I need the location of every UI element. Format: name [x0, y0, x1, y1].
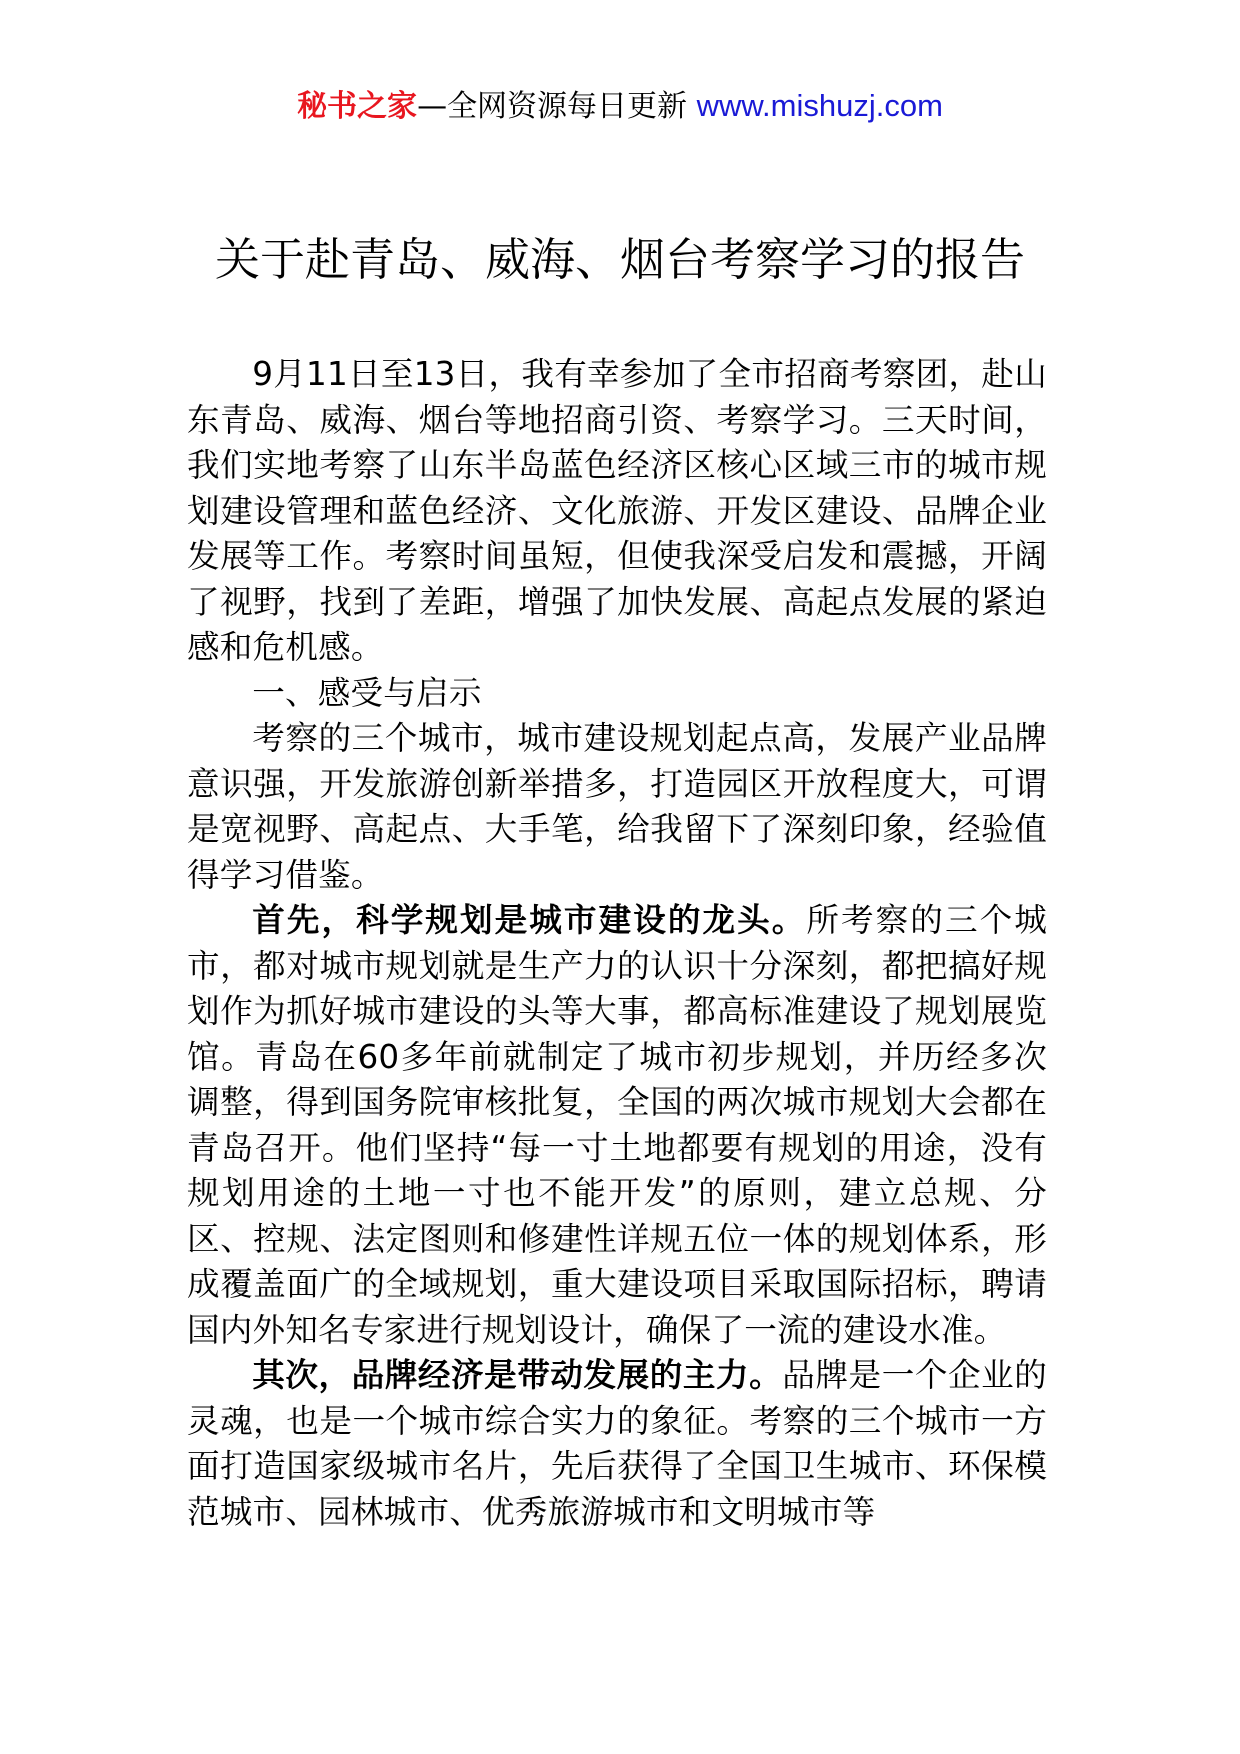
paragraph-lead: 首先，科学规划是城市建设的龙头。 — [252, 901, 807, 939]
brand-name: 秘书之家 — [297, 89, 418, 124]
header-slogan: —全网资源每日更新 — [417, 89, 688, 124]
section-heading — [187, 671, 1047, 717]
paragraph-intro — [187, 352, 1047, 671]
paragraph-text: 9月11日至13日，我有幸参加了全市招商考察团，赴山东青岛、威海、烟台等地招商引资、考察学习。三天时间，我们实地考察了山东半岛蓝色经济区核心区域三市的城市规划建设管理和蓝色经济、文化旅游、开发区建设、品牌企业发展等工作。考察时间虽短，但使我深受启发和震撼，开阔了视野，找到了差距，增强了加快发展、高起点发展的紧迫感和危机感。 — [187, 355, 1047, 666]
paragraph-lead: 其次，品牌经济是带动发展的主力。 — [252, 1356, 783, 1394]
paragraph-planning — [187, 898, 1047, 1353]
paragraph-text: 品牌是一个企业的灵魂，也是一个城市综合实力的象征。考察的三个城市一方面打造国家级城市名片，先后获得了全国卫生城市、环保模范城市、园林城市、优秀旅游城市和文明城市等 — [187, 1356, 1047, 1531]
paragraph-overview — [187, 716, 1047, 898]
paragraph-text: 所考察的三个城市，都对城市规划就是生产力的认识十分深刻，都把搞好规划作为抓好城市建设的头等大事，都高标准建设了规划展览馆。青岛在60多年前就制定了城市初步规划，并历经多次调整，得到国务院审核批复，全国的两次城市规划大会都在青岛召开。他们坚持“每一寸土地都要有规划的用途，没有规划用途的土地一寸也不能开发”的原则，建立总规、分区、控规、法定图则和修建性详规五位一体的规划体系，形成覆盖面广的全域规划，重大建设项目采取国际招标，聘请国内外知名专家进行规划设计，确保了一流的建设水准。 — [187, 901, 1047, 1349]
section-heading-text: 一、感受与启示 — [252, 673, 482, 712]
site-url-link[interactable]: www.mishuzj.com — [696, 88, 943, 123]
site-header-banner — [0, 86, 1240, 127]
document-title: 关于赴青岛、威海、烟台考察学习的报告 — [214, 233, 1025, 286]
document-body — [187, 352, 1047, 1535]
paragraph-brand-economy — [187, 1353, 1047, 1535]
paragraph-text: 考察的三个城市，城市建设规划起点高，发展产业品牌意识强，开发旅游创新举措多，打造园区开放程度大，可谓是宽视野、高起点、大手笔，给我留下了深刻印象，经验值得学习借鉴。 — [187, 719, 1047, 894]
